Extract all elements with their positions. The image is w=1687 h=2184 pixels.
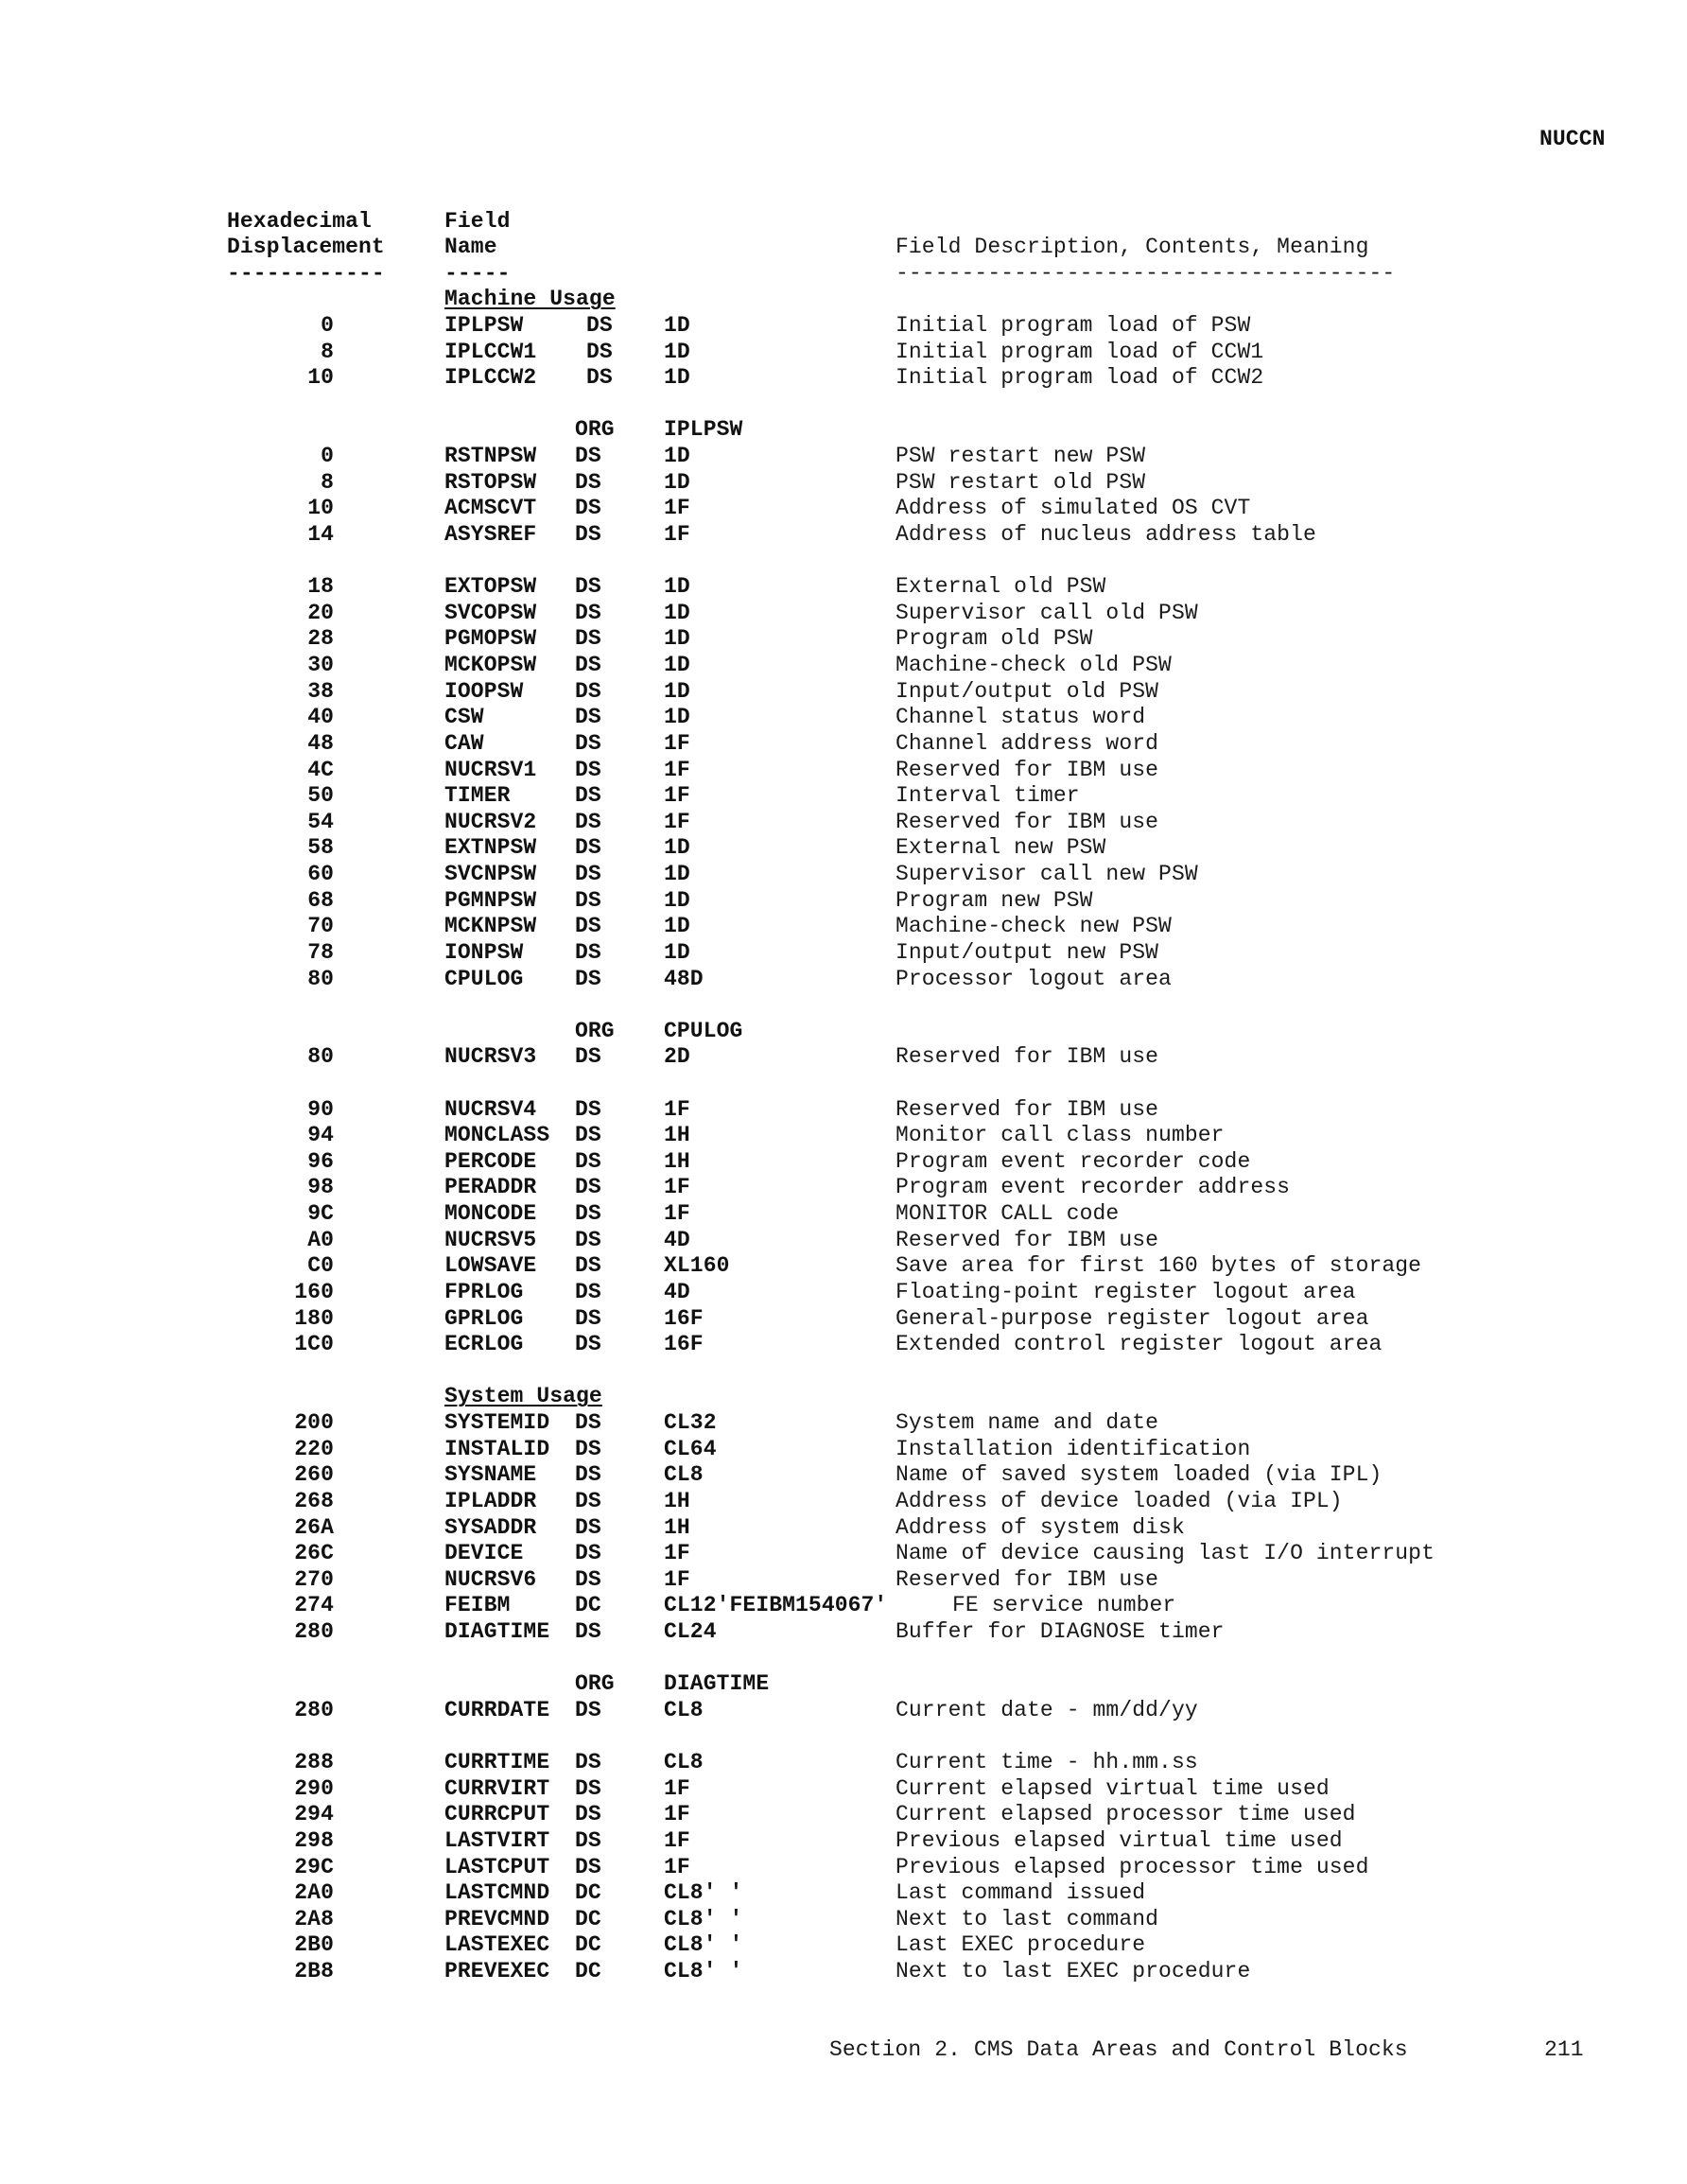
description-cell: Program event recorder address <box>896 1175 1291 1200</box>
description-cell: Machine-check old PSW <box>896 653 1172 678</box>
org-directive: ORG <box>575 1018 615 1043</box>
directive-cell: DS <box>575 444 601 469</box>
field-name-cell: PGMOPSW <box>444 626 537 652</box>
length-cell: 1H <box>664 1514 690 1540</box>
length-cell: CL32 <box>664 1410 717 1436</box>
description-cell: External old PSW <box>896 574 1106 600</box>
length-cell: 1F <box>664 730 690 756</box>
field-name-cell: INSTALID <box>444 1436 550 1461</box>
displacement-cell: 4C <box>307 757 334 782</box>
description-cell: Machine-check new PSW <box>896 914 1172 939</box>
description-cell: Monitor call class number <box>896 1123 1225 1148</box>
directive-cell: DC <box>575 1593 601 1618</box>
length-cell: 1D <box>664 313 690 338</box>
directive-cell: DS <box>575 1305 601 1331</box>
field-name-cell: GPRLOG <box>444 1305 524 1331</box>
directive-cell: DS <box>575 887 601 913</box>
length-cell: 1F <box>664 783 690 809</box>
column-header-description-rule: -------------------------------------- <box>896 260 1396 286</box>
displacement-cell: 38 <box>307 678 334 704</box>
displacement-cell: 280 <box>294 1697 334 1722</box>
directive-cell: DS <box>575 1279 601 1304</box>
displacement-cell: 10 <box>307 365 334 391</box>
length-cell: CL8' ' <box>664 1880 743 1906</box>
displacement-cell: 200 <box>294 1410 334 1436</box>
displacement-cell: 8 <box>321 469 334 495</box>
length-cell: 1F <box>664 1566 690 1592</box>
description-cell: Reserved for IBM use <box>896 809 1159 834</box>
displacement-cell: 58 <box>307 835 334 861</box>
displacement-cell: 2B0 <box>294 1932 334 1958</box>
field-name-cell: LASTCPUT <box>444 1854 550 1879</box>
field-name-cell: ACMSCVT <box>444 496 537 521</box>
displacement-cell: A0 <box>307 1227 334 1252</box>
description-cell: Channel address word <box>896 730 1159 756</box>
description-cell: PSW restart old PSW <box>896 469 1146 495</box>
directive-cell: DS <box>575 1854 601 1879</box>
directive-cell: DC <box>575 1880 601 1906</box>
column-header-field-name-line2: Name <box>444 235 497 260</box>
description-cell: Previous elapsed processor time used <box>896 1854 1369 1879</box>
field-name-cell: SYSTEMID <box>444 1410 550 1436</box>
length-cell: 1F <box>664 1775 690 1801</box>
field-name-cell: PREVEXEC <box>444 1959 550 1984</box>
length-cell: CL8' ' <box>664 1959 743 1984</box>
field-name-cell: CPULOG <box>444 966 524 991</box>
length-cell: 1D <box>664 365 690 391</box>
length-cell: CL64 <box>664 1436 717 1461</box>
displacement-cell: 220 <box>294 1436 334 1461</box>
length-cell: CL24 <box>664 1619 717 1644</box>
length-cell: 1F <box>664 1096 690 1122</box>
field-name-cell: LASTVIRT <box>444 1827 550 1853</box>
displacement-cell: 298 <box>294 1827 334 1853</box>
directive-cell: DS <box>575 757 601 782</box>
directive-cell: DS <box>575 862 601 887</box>
length-cell: 16F <box>664 1305 704 1331</box>
field-name-cell: NUCRSV6 <box>444 1566 537 1592</box>
directive-cell: DS <box>575 1044 601 1070</box>
description-cell: Current time - hh.mm.ss <box>896 1750 1198 1775</box>
field-name-cell: DIAGTIME <box>444 1619 550 1644</box>
field-name-cell: EXTOPSW <box>444 574 537 600</box>
field-name-cell: SVCNPSW <box>444 862 537 887</box>
field-name-cell: NUCRSV3 <box>444 1044 537 1070</box>
length-cell: 4D <box>664 1279 690 1304</box>
displacement-cell: 48 <box>307 730 334 756</box>
directive-cell: DS <box>575 1566 601 1592</box>
length-cell: 1D <box>664 705 690 730</box>
field-name-cell: IPLCCW2 <box>444 365 537 391</box>
directive-cell: DS <box>575 705 601 730</box>
displacement-cell: 10 <box>307 496 334 521</box>
length-cell: CL8 <box>664 1750 704 1775</box>
directive-cell: DS <box>575 469 601 495</box>
directive-cell: DS <box>575 1488 601 1513</box>
length-cell: 16F <box>664 1332 704 1357</box>
description-cell: Installation identification <box>896 1436 1251 1461</box>
directive-cell: DS <box>575 1750 601 1775</box>
org-directive: ORG <box>575 417 615 443</box>
description-cell: Processor logout area <box>896 966 1172 991</box>
directive-cell: DS <box>575 1332 601 1357</box>
displacement-cell: 96 <box>307 1148 334 1174</box>
displacement-cell: 8 <box>321 339 334 364</box>
length-cell: 1F <box>664 496 690 521</box>
org-target: DIAGTIME <box>664 1671 770 1697</box>
field-name-cell: NUCRSV1 <box>444 757 537 782</box>
field-name-cell: SVCOPSW <box>444 600 537 625</box>
description-cell: Extended control register logout area <box>896 1332 1383 1357</box>
directive-cell: DS <box>575 1175 601 1200</box>
displacement-cell: 26A <box>294 1514 334 1540</box>
description-cell: Address of system disk <box>896 1514 1185 1540</box>
directive-cell: DS <box>575 1619 601 1644</box>
directive-cell: DS <box>575 1697 601 1722</box>
field-name-cell: PREVCMND <box>444 1906 550 1931</box>
field-name-cell: PERADDR <box>444 1175 537 1200</box>
directive-cell: DS <box>575 1227 601 1252</box>
length-cell: 1F <box>664 1802 690 1827</box>
description-cell: Reserved for IBM use <box>896 1044 1159 1070</box>
field-name-cell: IONPSW <box>444 939 524 965</box>
description-cell: Floating-point register logout area <box>896 1279 1356 1304</box>
field-name-cell: NUCRSV2 <box>444 809 537 834</box>
field-name-cell: FPRLOG <box>444 1279 524 1304</box>
directive-cell: DS <box>586 339 613 364</box>
field-name-cell: MCKNPSW <box>444 914 537 939</box>
description-cell: Initial program load of CCW1 <box>896 339 1264 364</box>
description-cell: System name and date <box>896 1410 1159 1436</box>
directive-cell: DS <box>575 1827 601 1853</box>
description-cell: Supervisor call old PSW <box>896 600 1198 625</box>
field-name-cell: RSTNPSW <box>444 444 537 469</box>
directive-cell: DS <box>575 966 601 991</box>
field-name-cell: IPLPSW <box>444 313 524 338</box>
displacement-cell: 20 <box>307 600 334 625</box>
displacement-cell: 98 <box>307 1175 334 1200</box>
displacement-cell: 274 <box>294 1593 334 1618</box>
displacement-cell: 70 <box>307 914 334 939</box>
directive-cell: DS <box>575 914 601 939</box>
description-cell: Current elapsed processor time used <box>896 1802 1356 1827</box>
section-heading: System Usage <box>444 1384 602 1409</box>
field-name-cell: CURRCPUT <box>444 1802 550 1827</box>
displacement-cell: 26C <box>294 1541 334 1566</box>
description-cell: Current elapsed virtual time used <box>896 1775 1330 1801</box>
length-cell: 1D <box>664 887 690 913</box>
directive-cell: DS <box>575 1436 601 1461</box>
description-cell: Reserved for IBM use <box>896 1096 1159 1122</box>
description-cell: External new PSW <box>896 835 1106 861</box>
directive-cell: DS <box>575 574 601 600</box>
length-cell: 1F <box>664 1175 690 1200</box>
footer-section-title: Section 2. CMS Data Areas and Control Blocks <box>829 2036 1408 2062</box>
length-cell: 1D <box>664 626 690 652</box>
directive-cell: DS <box>575 496 601 521</box>
org-target: CPULOG <box>664 1018 743 1043</box>
directive-cell: DS <box>575 1462 601 1488</box>
org-directive: ORG <box>575 1671 615 1697</box>
directive-cell: DS <box>575 809 601 834</box>
length-cell: CL8 <box>664 1462 704 1488</box>
displacement-cell: 288 <box>294 1750 334 1775</box>
length-cell: 1F <box>664 757 690 782</box>
field-name-cell: CURRVIRT <box>444 1775 550 1801</box>
field-name-cell: MONCLASS <box>444 1123 550 1148</box>
displacement-cell: 2B8 <box>294 1959 334 1984</box>
displacement-cell: 80 <box>307 966 334 991</box>
length-cell: 1H <box>664 1123 690 1148</box>
displacement-cell: 0 <box>321 313 334 338</box>
org-target: IPLPSW <box>664 417 743 443</box>
length-cell: 2D <box>664 1044 690 1070</box>
displacement-cell: 40 <box>307 705 334 730</box>
directive-cell: DS <box>575 1201 601 1227</box>
displacement-cell: 78 <box>307 939 334 965</box>
displacement-cell: 1C0 <box>294 1332 334 1357</box>
directive-cell: DS <box>575 939 601 965</box>
directive-cell: DS <box>575 1541 601 1566</box>
displacement-cell: 30 <box>307 653 334 678</box>
column-header-description: Field Description, Contents, Meaning <box>896 235 1369 260</box>
length-cell: 48D <box>664 966 704 991</box>
field-name-cell: EXTNPSW <box>444 835 537 861</box>
length-cell: 1D <box>664 339 690 364</box>
length-cell: 1D <box>664 678 690 704</box>
description-cell: Initial program load of CCW2 <box>896 365 1264 391</box>
length-cell: 1F <box>664 1854 690 1879</box>
description-cell: Next to last EXEC procedure <box>896 1959 1251 1984</box>
description-cell: Reserved for IBM use <box>896 1566 1159 1592</box>
field-name-cell: IPLCCW1 <box>444 339 537 364</box>
field-name-cell: NUCRSV4 <box>444 1096 537 1122</box>
description-cell: MONITOR CALL code <box>896 1201 1120 1227</box>
field-name-cell: IPLADDR <box>444 1488 537 1513</box>
directive-cell: DS <box>575 1096 601 1122</box>
field-name-cell: DEVICE <box>444 1541 524 1566</box>
field-name-cell: CURRTIME <box>444 1750 550 1775</box>
displacement-cell: C0 <box>307 1253 334 1279</box>
directive-cell: DS <box>575 835 601 861</box>
displacement-cell: 54 <box>307 809 334 834</box>
directive-cell: DS <box>575 521 601 547</box>
directive-cell: DC <box>575 1932 601 1958</box>
directive-cell: DS <box>586 365 613 391</box>
field-name-cell: LASTEXEC <box>444 1932 550 1958</box>
length-cell: 1D <box>664 444 690 469</box>
displacement-cell: 2A8 <box>294 1906 334 1931</box>
column-header-displacement-rule: ------------ <box>227 260 385 286</box>
description-cell: Buffer for DIAGNOSE timer <box>896 1619 1225 1644</box>
field-name-cell: NUCRSV5 <box>444 1227 537 1252</box>
displacement-cell: 68 <box>307 887 334 913</box>
field-name-cell: RSTOPSW <box>444 469 537 495</box>
field-name-cell: SYSADDR <box>444 1514 537 1540</box>
length-cell: 1F <box>664 521 690 547</box>
field-name-cell: TIMER <box>444 783 511 809</box>
directive-cell: DS <box>575 1775 601 1801</box>
field-name-cell: PGMNPSW <box>444 887 537 913</box>
description-cell: Input/output new PSW <box>896 939 1159 965</box>
length-cell: 1F <box>664 1201 690 1227</box>
description-cell: General-purpose register logout area <box>896 1305 1369 1331</box>
field-name-cell: PERCODE <box>444 1148 537 1174</box>
directive-cell: DS <box>575 1514 601 1540</box>
description-cell: Next to last command <box>896 1906 1159 1931</box>
length-cell: 1F <box>664 809 690 834</box>
field-name-cell: CAW <box>444 730 484 756</box>
field-name-cell: CSW <box>444 705 484 730</box>
description-cell: Name of device causing last I/O interrupt <box>896 1541 1435 1566</box>
description-cell: Address of nucleus address table <box>896 521 1316 547</box>
directive-cell: DS <box>575 678 601 704</box>
column-header-displacement-line2: Displacement <box>227 235 385 260</box>
length-cell: CL8' ' <box>664 1932 743 1958</box>
directive-cell: DS <box>575 783 601 809</box>
length-cell: 1D <box>664 469 690 495</box>
field-name-cell: MCKOPSW <box>444 653 537 678</box>
field-name-cell: LOWSAVE <box>444 1253 537 1279</box>
displacement-cell: 294 <box>294 1802 334 1827</box>
directive-cell: DS <box>575 1123 601 1148</box>
description-cell: Last command issued <box>896 1880 1146 1906</box>
directive-cell: DS <box>575 1253 601 1279</box>
footer-page-number: 211 <box>1544 2036 1584 2062</box>
length-cell: CL12'FEIBM154067' <box>664 1593 888 1618</box>
description-cell: Channel status word <box>896 705 1146 730</box>
directive-cell: DS <box>575 730 601 756</box>
length-cell: 1D <box>664 862 690 887</box>
length-cell: 1D <box>664 939 690 965</box>
description-cell: Current date - mm/dd/yy <box>896 1697 1198 1722</box>
length-cell: 1F <box>664 1541 690 1566</box>
length-cell: XL160 <box>664 1253 730 1279</box>
displacement-cell: 9C <box>307 1201 334 1227</box>
section-heading: Machine Usage <box>444 287 616 312</box>
displacement-cell: 90 <box>307 1096 334 1122</box>
field-name-cell: SYSNAME <box>444 1462 537 1488</box>
displacement-cell: 260 <box>294 1462 334 1488</box>
description-cell: Address of simulated OS CVT <box>896 496 1251 521</box>
description-cell: Reserved for IBM use <box>896 757 1159 782</box>
field-name-cell: FEIBM <box>444 1593 511 1618</box>
length-cell: 1D <box>664 600 690 625</box>
field-name-cell: CURRDATE <box>444 1697 550 1722</box>
directive-cell: DS <box>575 1802 601 1827</box>
displacement-cell: 29C <box>294 1854 334 1879</box>
displacement-cell: 18 <box>307 574 334 600</box>
description-cell: Address of device loaded (via IPL) <box>896 1488 1343 1513</box>
description-cell: Name of saved system loaded (via IPL) <box>896 1462 1383 1488</box>
description-cell: Previous elapsed virtual time used <box>896 1827 1343 1853</box>
displacement-cell: 2A0 <box>294 1880 334 1906</box>
directive-cell: DS <box>575 600 601 625</box>
displacement-cell: 50 <box>307 783 334 809</box>
length-cell: CL8 <box>664 1697 704 1722</box>
directive-cell: DS <box>575 1148 601 1174</box>
column-header-field-name-rule: ----- <box>444 260 511 286</box>
directive-cell: DS <box>575 653 601 678</box>
field-name-cell: IOOPSW <box>444 678 524 704</box>
description-cell: Reserved for IBM use <box>896 1227 1159 1252</box>
length-cell: 1F <box>664 1827 690 1853</box>
displacement-cell: 94 <box>307 1123 334 1148</box>
directive-cell: DC <box>575 1906 601 1931</box>
directive-cell: DC <box>575 1959 601 1984</box>
field-name-cell: LASTCMND <box>444 1880 550 1906</box>
directive-cell: DS <box>575 626 601 652</box>
displacement-cell: 60 <box>307 862 334 887</box>
field-name-cell: ECRLOG <box>444 1332 524 1357</box>
length-cell: 1D <box>664 574 690 600</box>
length-cell: 1D <box>664 914 690 939</box>
description-cell: Supervisor call new PSW <box>896 862 1198 887</box>
description-cell: Save area for first 160 bytes of storage <box>896 1253 1422 1279</box>
field-name-cell: MONCODE <box>444 1201 537 1227</box>
displacement-cell: 290 <box>294 1775 334 1801</box>
displacement-cell: 270 <box>294 1566 334 1592</box>
length-cell: CL8' ' <box>664 1906 743 1931</box>
length-cell: 1H <box>664 1488 690 1513</box>
displacement-cell: 28 <box>307 626 334 652</box>
description-cell: Program event recorder code <box>896 1148 1251 1174</box>
length-cell: 4D <box>664 1227 690 1252</box>
displacement-cell: 0 <box>321 444 334 469</box>
directive-cell: DS <box>586 313 613 338</box>
length-cell: 1H <box>664 1148 690 1174</box>
field-name-cell: ASYSREF <box>444 521 537 547</box>
displacement-cell: 268 <box>294 1488 334 1513</box>
description-cell: Program new PSW <box>896 887 1093 913</box>
description-cell: FE service number <box>952 1593 1176 1618</box>
description-cell: Last EXEC procedure <box>896 1932 1146 1958</box>
column-header-displacement-line1: Hexadecimal <box>227 208 372 234</box>
description-cell: Interval timer <box>896 783 1080 809</box>
column-header-field-name-line1: Field <box>444 208 511 234</box>
description-cell: Program old PSW <box>896 626 1093 652</box>
description-cell: PSW restart new PSW <box>896 444 1146 469</box>
description-cell: Initial program load of PSW <box>896 313 1251 338</box>
directive-cell: DS <box>575 1410 601 1436</box>
length-cell: 1D <box>664 835 690 861</box>
displacement-cell: 180 <box>294 1305 334 1331</box>
displacement-cell: 14 <box>307 521 334 547</box>
description-cell: Input/output old PSW <box>896 678 1159 704</box>
displacement-cell: 280 <box>294 1619 334 1644</box>
running-head: NUCCN <box>1539 127 1606 151</box>
displacement-cell: 160 <box>294 1279 334 1304</box>
displacement-cell: 80 <box>307 1044 334 1070</box>
length-cell: 1D <box>664 653 690 678</box>
